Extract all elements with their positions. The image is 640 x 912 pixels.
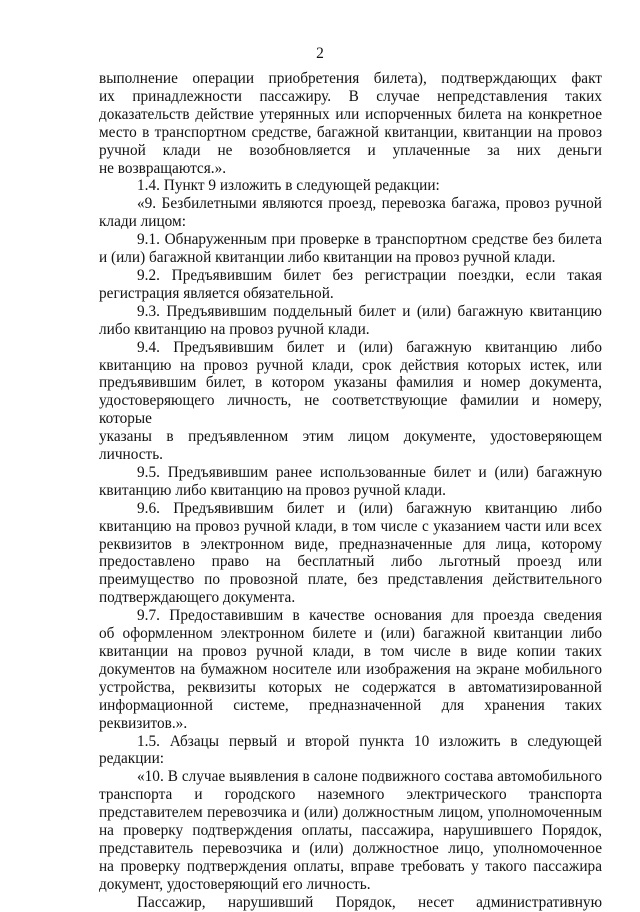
text-line: клади лицом: <box>99 213 186 231</box>
text-line: либо квитанцию на провоз ручной клади. <box>99 320 370 338</box>
section-heading: 1.5. Абзацы первый и второй пункта 10 изложить в следующей <box>137 732 602 750</box>
text-line: выполнение операции приобретения билета), подтверждающих факт <box>99 70 602 87</box>
text-line: 9.3. Предъявившим поддельный билет и (или) багажную квитанцию <box>137 302 602 320</box>
text-line: квитанции на провоз ручной клади, в том числе в виде копии таких <box>99 643 602 660</box>
text-line: устройства, реквизиты которых не содержатся в автоматизированной <box>99 678 602 696</box>
text-line: документов на бумажном носителе или изображения на экране мобильного <box>99 660 602 678</box>
text-line: реквизитов в электронном виде, предназначенные для лица, которому <box>99 535 602 553</box>
text-line: удостоверяющего личность, не соответствующие фамилии и номеру, которые <box>99 392 602 428</box>
text-line: 9.7. Предоставившим в качестве основания для проезда сведения <box>137 607 602 625</box>
section-heading: 1.4. Пункт 9 изложить в следующей редакции: <box>137 177 440 195</box>
text-line: подтверждающего документа. <box>99 589 296 607</box>
text-line: 9.4. Предъявившим билет и (или) багажную квитанцию либо <box>137 338 602 356</box>
text-line: предоставлено право на бесплатный либо льготный проезд или <box>99 553 602 571</box>
text-line: на проверку подтверждения оплаты, вправе требовать у такого пассажира <box>99 857 602 875</box>
text-line: указаны в предъявленном этим лицом документе, удостоверяющем личность. <box>99 428 602 464</box>
text-line: предъявившим билет, в котором указаны фамилия и номер документа, <box>99 374 602 392</box>
text-line: квитанцию на провоз ручной клади, в том числе с указанием части или всех <box>99 517 602 535</box>
text-line: 9.6. Предъявившим билет и (или) багажную квитанцию либо <box>137 499 602 517</box>
text-line: преимущество по провозной плате, без представления действительного <box>99 571 602 589</box>
text-line: регистрация является обязательной. <box>99 284 334 302</box>
text-line: доказательств действие утерянных или испорченных билета на конкретное <box>99 105 602 123</box>
text-line: представителем перевозчика и (или) должностным лицом, уполномоченным <box>99 804 602 822</box>
text-line: ручной клади не возобновляется и уплаченные за них деньги <box>99 141 602 159</box>
text-line: транспорта и городского наземного электрического транспорта <box>99 786 602 804</box>
text-line: Пассажир, нарушивший Порядок, несет административную <box>137 893 602 911</box>
text-line: и (или) багажной квитанции либо квитанции на провоз ручной клади. <box>99 249 556 267</box>
text-line: квитанцию либо квитанцию на провоз ручной клади. <box>99 481 446 499</box>
page-number: 2 <box>316 45 324 62</box>
text-line: не возвращаются.». <box>99 159 227 177</box>
text-line: документ, удостоверяющий его личность. <box>99 875 371 893</box>
text-line: место в транспортном средстве, багажной квитанции, квитанции на провоз <box>99 123 602 141</box>
section-heading: редакции: <box>99 750 165 768</box>
text-line: 9.1. Обнаруженным при проверке в транспортном средстве без билета <box>137 231 602 249</box>
text-line: представитель перевозчика и (или) должностное лицо, уполномоченное <box>99 839 602 857</box>
text-line: информационной системе, предназначенной для хранения таких <box>99 696 602 714</box>
text-line: 9.5. Предъявившим ранее использованные билет и (или) багажную <box>137 463 602 481</box>
text-line: квитанцию на провоз ручной клади, срок действия которых истек, или <box>99 356 602 374</box>
text-line: «10. В случае выявления в салоне подвижного состава автомобильного <box>137 768 602 786</box>
text-line: на проверку подтверждения оплаты, пассажира, нарушившего Порядок, <box>99 822 602 840</box>
text-line: 9.2. Предъявившим билет без регистрации поездки, если такая <box>137 266 602 284</box>
text-line: реквизитов.». <box>99 714 188 732</box>
document-body <box>99 70 602 912</box>
text-line: их принадлежности пассажиру. В случае непредставления таких <box>99 87 602 105</box>
text-line: «9. Безбилетными являются проезд, перевозка багажа, провоз ручной <box>137 195 602 213</box>
text-line: об оформленном электронном билете и (или) багажной квитанции либо <box>99 625 602 643</box>
